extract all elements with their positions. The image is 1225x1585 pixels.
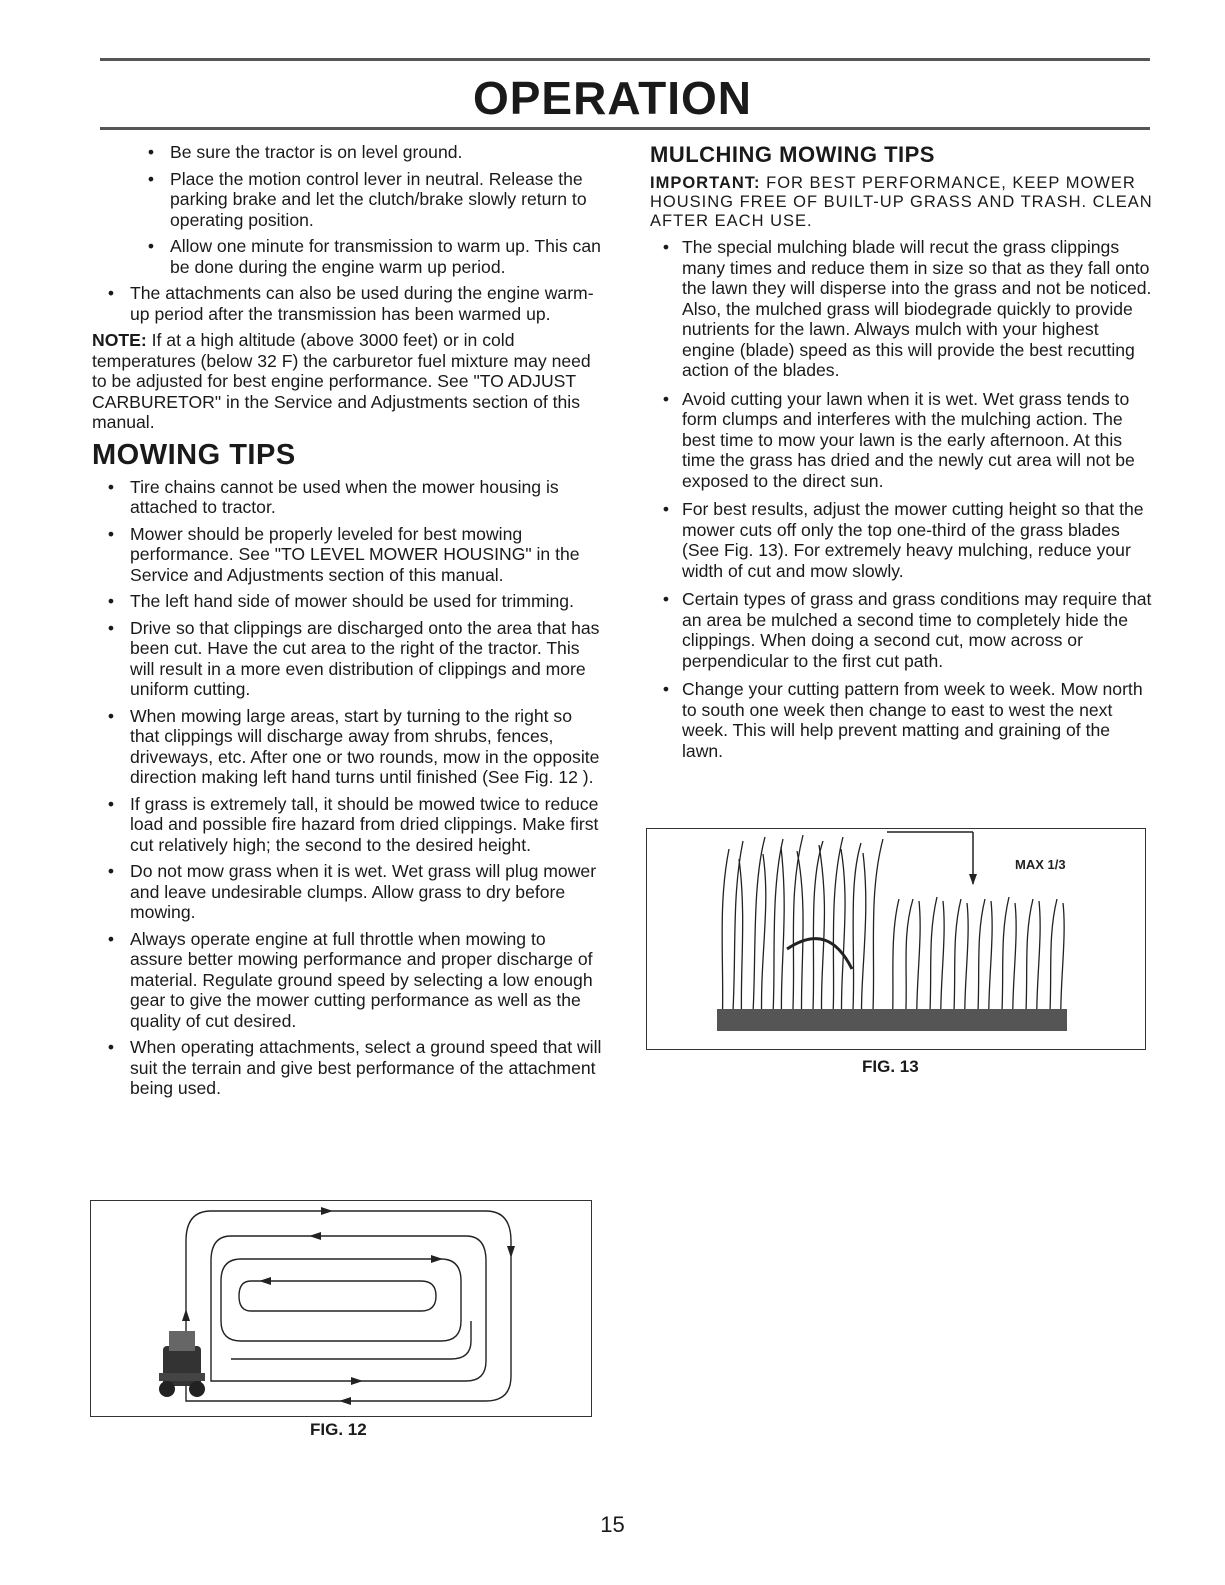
list-item-text: Drive so that clippings are discharged onto the area that has been cut. Have the cut area to the right of the tractor. This will result in a more even distribution of clippings and more uniform cutting. — [130, 617, 600, 699]
fig13-illustration — [646, 828, 1146, 1050]
arrow-right-icon — [431, 1255, 443, 1263]
right-column — [650, 142, 1155, 769]
list-item — [92, 236, 602, 277]
list-item — [650, 389, 1155, 492]
page-number: 15 — [600, 1512, 625, 1537]
fig13-caption: FIG. 13 — [862, 1057, 919, 1076]
bullet-icon: • — [662, 499, 670, 519]
bullet-icon: • — [107, 476, 115, 497]
bullet-icon: • — [662, 679, 670, 699]
bullet-icon: • — [107, 523, 115, 544]
title-underline-rule — [100, 127, 1150, 130]
grass-height-diagram — [647, 829, 1145, 1049]
mowing-tips-list — [92, 477, 602, 1099]
list-item — [92, 618, 602, 700]
bullet-icon: • — [107, 1037, 115, 1057]
grass-blades — [722, 835, 1064, 1029]
list-item — [650, 499, 1155, 581]
arrow-down-icon — [969, 874, 977, 885]
list-item-text: If grass is extremely tall, it should be mowed twice to reduce load and possible fire hazard from dried clippings. Make first cut relatively high; the second to the desired height. — [130, 793, 599, 855]
important-label: IMPORTANT: — [650, 174, 761, 192]
list-item-text: Mower should be properly leveled for best mowing performance. See "TO LEVEL MOWER HOUSING" in the Service and Adjustments section of this manual. — [130, 523, 580, 585]
list-item — [92, 794, 602, 856]
list-item — [92, 1037, 602, 1099]
list-item-text: When mowing large areas, start by turning to the right so that clippings will discharge away from shrubs, fences, driveways, etc. After one or two rounds, mow in the opposite direction making left hand turns until finished (See Fig. 12 ). — [130, 705, 600, 787]
list-item-text: Certain types of grass and grass conditions may require that an area be mulched a second time to completely hide the clippings. When doing a second cut, mow across or perpendicular to the first cut path. — [682, 589, 1152, 671]
bullet-icon: • — [107, 705, 115, 726]
max-label: MAX 1/3 — [1015, 857, 1066, 872]
list-item — [92, 706, 602, 788]
bullet-icon: • — [107, 928, 115, 949]
list-item — [92, 861, 602, 923]
bullet-icon: • — [107, 793, 115, 814]
list-item-text: The attachments can also be used during the engine warm-up period after the transmission has been warmed up. — [130, 283, 594, 324]
list-item-text: The left hand side of mower should be used for trimming. — [130, 591, 574, 611]
tractor-icon — [159, 1331, 205, 1397]
list-item — [92, 142, 602, 163]
mulching-tips-heading: MULCHING MOWING TIPS — [650, 142, 935, 167]
bullet-icon: • — [147, 236, 155, 256]
note-label: NOTE: — [92, 330, 147, 350]
list-item-text: Always operate engine at full throttle when mowing to assure better mowing performance and proper discharge of material. Regulate ground speed by selecting a low enough gear to give the mower cutting performance as well as the quality of cut desired. — [130, 928, 593, 1031]
list-item — [92, 929, 602, 1032]
list-item — [92, 524, 602, 586]
bullet-icon: • — [107, 591, 115, 611]
bullet-icon: • — [107, 617, 115, 638]
note-paragraph — [92, 330, 602, 433]
list-item-text: The special mulching blade will recut the grass clippings many times and reduce them in size so that as they fall onto the lawn they will disperse into the grass and not be noticed. Also, the mulched grass will biodegrade quickly to provide nutrients for the lawn. Always mulch with your highest engine (blade) speed as this will provide the best recutting action of the blades. — [682, 237, 1152, 380]
list-item-text: Allow one minute for transmission to warm up. This can be done during the engine warm up period. — [170, 236, 601, 277]
list-item-text: Tire chains cannot be used when the mower housing is attached to tractor. — [130, 476, 559, 517]
list-item — [650, 237, 1155, 381]
page-title: OPERATION — [472, 72, 753, 124]
top-rule — [100, 58, 1150, 61]
list-item-text: For best results, adjust the mower cutting height so that the mower cuts off only the top one-third of the grass blades (See Fig. 13). For extremely heavy mulching, reduce your width of cut and mow slowly. — [682, 499, 1144, 581]
list-item — [92, 477, 602, 518]
mowing-path-loops — [186, 1211, 511, 1401]
startup-steps — [92, 142, 602, 277]
list-item-text: Place the motion control lever in neutral. Release the parking brake and let the clutch/brake slowly return to operating position. — [170, 168, 587, 230]
list-item — [92, 169, 602, 231]
list-item-text: When operating attachments, select a ground speed that will suit the terrain and give best performance of the attachment being used. — [130, 1037, 602, 1098]
arrow-right-icon — [321, 1207, 333, 1215]
list-item-text: Avoid cutting your lawn when it is wet. Wet grass tends to form clumps and interferes with the mulching action. The best time to mow your lawn is the early afternoon. At this time the grass has dried and the newly cut area will not be exposed to the direct sun. — [682, 388, 1135, 491]
arrow-down-icon — [507, 1246, 515, 1258]
arrow-left-icon — [309, 1232, 321, 1240]
important-text: FOR BEST PERFORMANCE, KEEP MOWER HOUSING FREE OF BUILT-UP GRASS AND TRASH. CLEAN AFTER EACH USE. — [650, 174, 1153, 230]
bullet-icon: • — [107, 283, 115, 303]
fig12-illustration — [90, 1200, 592, 1417]
mulching-tips-list — [650, 237, 1155, 761]
bullet-icon: • — [147, 168, 155, 189]
bullet-icon: • — [662, 237, 670, 257]
bullet-icon: • — [662, 589, 670, 609]
arrow-left-icon — [259, 1277, 271, 1285]
important-notice — [650, 174, 1155, 231]
arrow-right-icon — [351, 1377, 363, 1385]
list-item-text: Be sure the tractor is on level ground. — [170, 142, 463, 162]
ground-clippings — [717, 1009, 1067, 1031]
bullet-icon: • — [662, 388, 670, 409]
left-column — [92, 142, 602, 1105]
bullet-icon: • — [147, 142, 155, 162]
fig12-caption: FIG. 12 — [310, 1420, 367, 1439]
arrow-up-icon — [182, 1309, 190, 1321]
note-text: If at a high altitude (above 3000 feet) or in cold temperatures (below 32 F) the carburetor fuel mixture may need to be adjusted for best engine performance. See "TO ADJUST CARBURETOR" in the Service and Adjustments section of this manual. — [92, 330, 591, 432]
mowing-pattern-diagram — [91, 1201, 591, 1416]
list-item — [650, 589, 1155, 671]
list-item — [650, 679, 1155, 761]
list-item — [92, 591, 602, 612]
arrow-left-icon — [339, 1397, 351, 1405]
list-item-text: Change your cutting pattern from week to week. Mow north to south one week then change to east to west the next week. This will help prevent matting and graining of the lawn. — [682, 679, 1143, 761]
list-item-text: Do not mow grass when it is wet. Wet grass will plug mower and leave undesirable clumps. Allow grass to dry before mowing. — [130, 861, 597, 922]
mowing-tips-heading: MOWING TIPS — [92, 438, 296, 471]
bullet-icon: • — [107, 861, 115, 881]
list-item — [92, 283, 602, 324]
